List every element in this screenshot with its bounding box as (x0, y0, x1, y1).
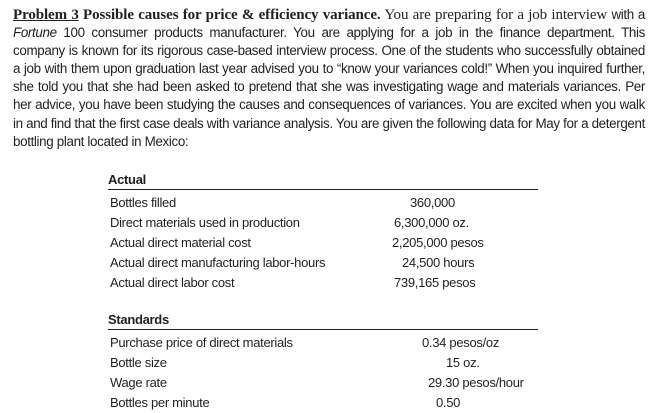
table-row (108, 213, 538, 233)
table-row (108, 353, 538, 373)
row-label: Bottles filled (110, 195, 176, 210)
row-label: Bottle size (110, 355, 167, 370)
standards-heading: Standards (108, 310, 538, 330)
problem-text-before-italic: with a (611, 7, 645, 22)
row-label: Direct materials used in production (110, 215, 300, 230)
row-value: 739,165 pesos (394, 275, 476, 290)
table-row (108, 193, 538, 213)
row-label: Actual direct manufacturing labor-hours (110, 255, 326, 270)
row-value: 24,500 hours (402, 255, 475, 270)
row-value: 2,205,000 pesos (392, 235, 484, 250)
row-label: Bottles per minute (110, 395, 210, 410)
row-value: 29.30 pesos/hour (428, 375, 524, 390)
table-row (108, 333, 538, 353)
table-row (108, 253, 538, 273)
problem-label: Problem 3 (13, 7, 79, 23)
actual-heading: Actual (108, 170, 538, 190)
row-label: Purchase price of direct materials (110, 335, 293, 350)
problem-body-text: 100 consumer products manufacturer. You are applying for a job in the finance department. This company is known for its rigorous case-based interview process. One of the students who successfully obtained a job with them upon graduation last year advised you to “know your variances cold!” When you inquired further, she told you that she had been asked to pretend that she was investigating wage and materials variances. Per her advice, you have been studying the causes and consequences of variances. You are excited when you walk in and find that the first case deals with variance analysis. You are given the following data for May for a detergent bottling plant located in Mexico: (13, 25, 645, 149)
problem-title: Possible causes for price & efficiency variance. (83, 7, 381, 23)
row-label: Actual direct material cost (110, 235, 251, 250)
row-value: 0.34 pesos/oz (422, 335, 500, 350)
standards-data-table (108, 310, 538, 413)
actual-data-table (108, 170, 538, 293)
row-label: Actual direct labor cost (110, 275, 235, 290)
row-label: Wage rate (110, 375, 167, 390)
row-value: 15 oz. (446, 355, 480, 370)
problem-paragraph (13, 6, 645, 151)
table-row (108, 373, 538, 393)
row-value: 6,300,000 oz. (394, 215, 469, 230)
table-row (108, 273, 538, 293)
table-row (108, 393, 538, 413)
table-row (108, 233, 538, 253)
problem-lead-text: You are preparing for a job interview (384, 7, 608, 23)
problem-lead-in (13, 7, 611, 23)
row-value: 360,000 (410, 195, 455, 210)
fortune-italic: Fortune (13, 25, 57, 41)
row-value: 0.50 (436, 395, 461, 410)
